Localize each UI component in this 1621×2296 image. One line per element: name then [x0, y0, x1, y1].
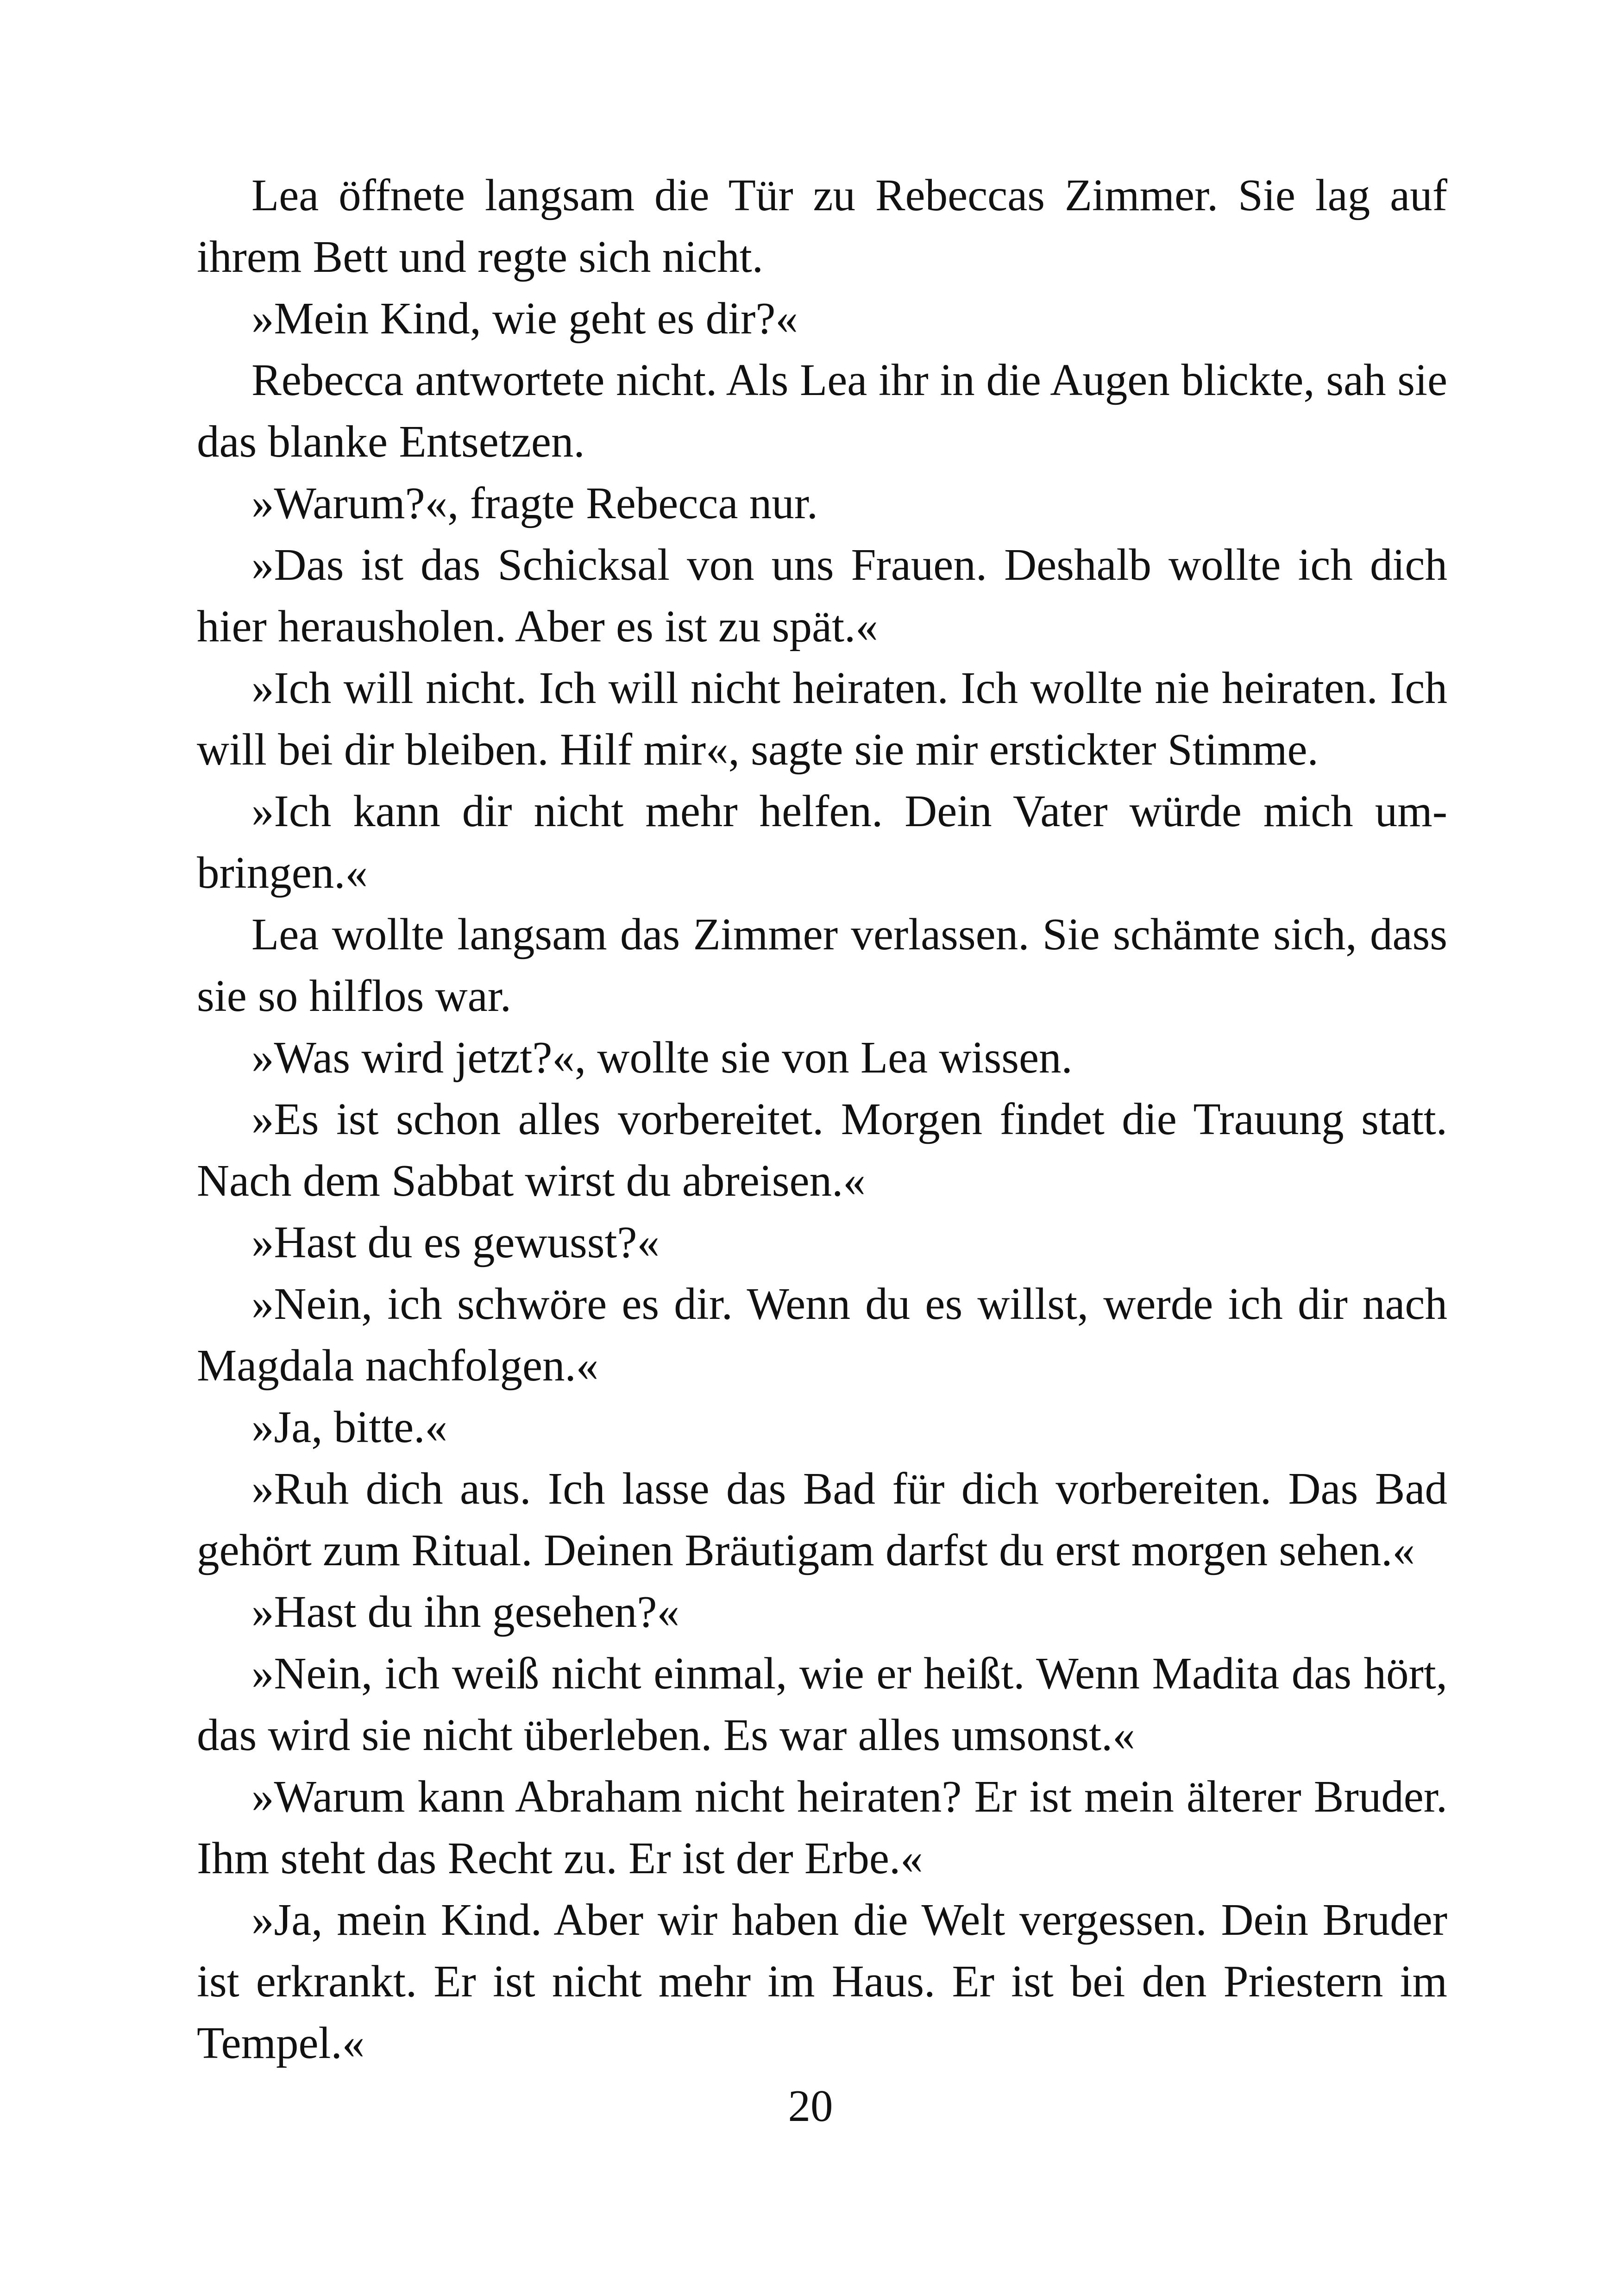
paragraph: Rebecca antwortete nicht. Als Lea ihr in die Augen blickte, sah sie das blanke Entsetzen.	[197, 355, 1447, 466]
paragraph: »Was wird jetzt?«, wollte sie von Lea wissen.	[251, 1033, 1073, 1082]
paragraph: »Es ist schon alles vorbereitet. Morgen findet die Trauung statt. Nach dem Sabbat wirst du abreisen.«	[197, 1094, 1447, 1205]
paragraph: »Hast du ihn gesehen?«	[251, 1587, 679, 1637]
paragraph: »Ich will nicht. Ich will nicht heiraten. Ich wollte nie heiraten. Ich will bei dir bleiben. Hilf mir«, sagte sie mir erstickter Stimme.	[197, 663, 1447, 774]
paragraph: Lea wollte langsam das Zimmer verlassen. Sie schämte sich, dass sie so hilflos war.	[197, 910, 1447, 1021]
paragraph: »Warum?«, fragte Rebecca nur.	[251, 478, 818, 528]
paragraph: »Ich kann dir nicht mehr helfen. Dein Vater würde mich umbringen.«	[197, 786, 1447, 897]
paragraph: »Das ist das Schicksal von uns Frauen. Deshalb wollte ich dich hier herausholen. Aber es ist zu spät.«	[197, 540, 1447, 651]
paragraph: »Nein, ich weiß nicht einmal, wie er heißt. Wenn Madita das hört, das wird sie nicht überleben. Es war alles umsonst.«	[197, 1649, 1447, 1760]
paragraph: Lea öffnete langsam die Tür zu Rebeccas Zimmer. Sie lag auf ihrem Bett und regte sich nicht.	[197, 170, 1447, 282]
paragraph: »Mein Kind, wie geht es dir?«	[251, 294, 798, 343]
page-number: 20	[788, 2081, 833, 2131]
paragraph: »Ja, bitte.«	[251, 1402, 447, 1452]
paragraph: »Ruh dich aus. Ich lasse das Bad für dich vorbereiten. Das Bad gehört zum Ritual. Deinen Bräutigam darfst du erst morgen sehen.«	[197, 1464, 1447, 1575]
paragraph: »Hast du es gewusst?«	[251, 1217, 660, 1267]
paragraph: »Warum kann Abraham nicht heiraten? Er ist mein älterer Bruder. Ihm steht das Recht zu. Er ist der Erbe.«	[197, 1772, 1447, 1883]
paragraph: »Ja, mein Kind. Aber wir haben die Welt vergessen. Dein Bruder ist erkrankt. Er ist nicht mehr im Haus. Er ist bei den Priestern im Tempel.«	[197, 1895, 1447, 2068]
paragraph: »Nein, ich schwöre es dir. Wenn du es willst, werde ich dir nach Magdala nachfolgen.«	[197, 1279, 1447, 1390]
body-text	[197, 164, 1447, 2074]
